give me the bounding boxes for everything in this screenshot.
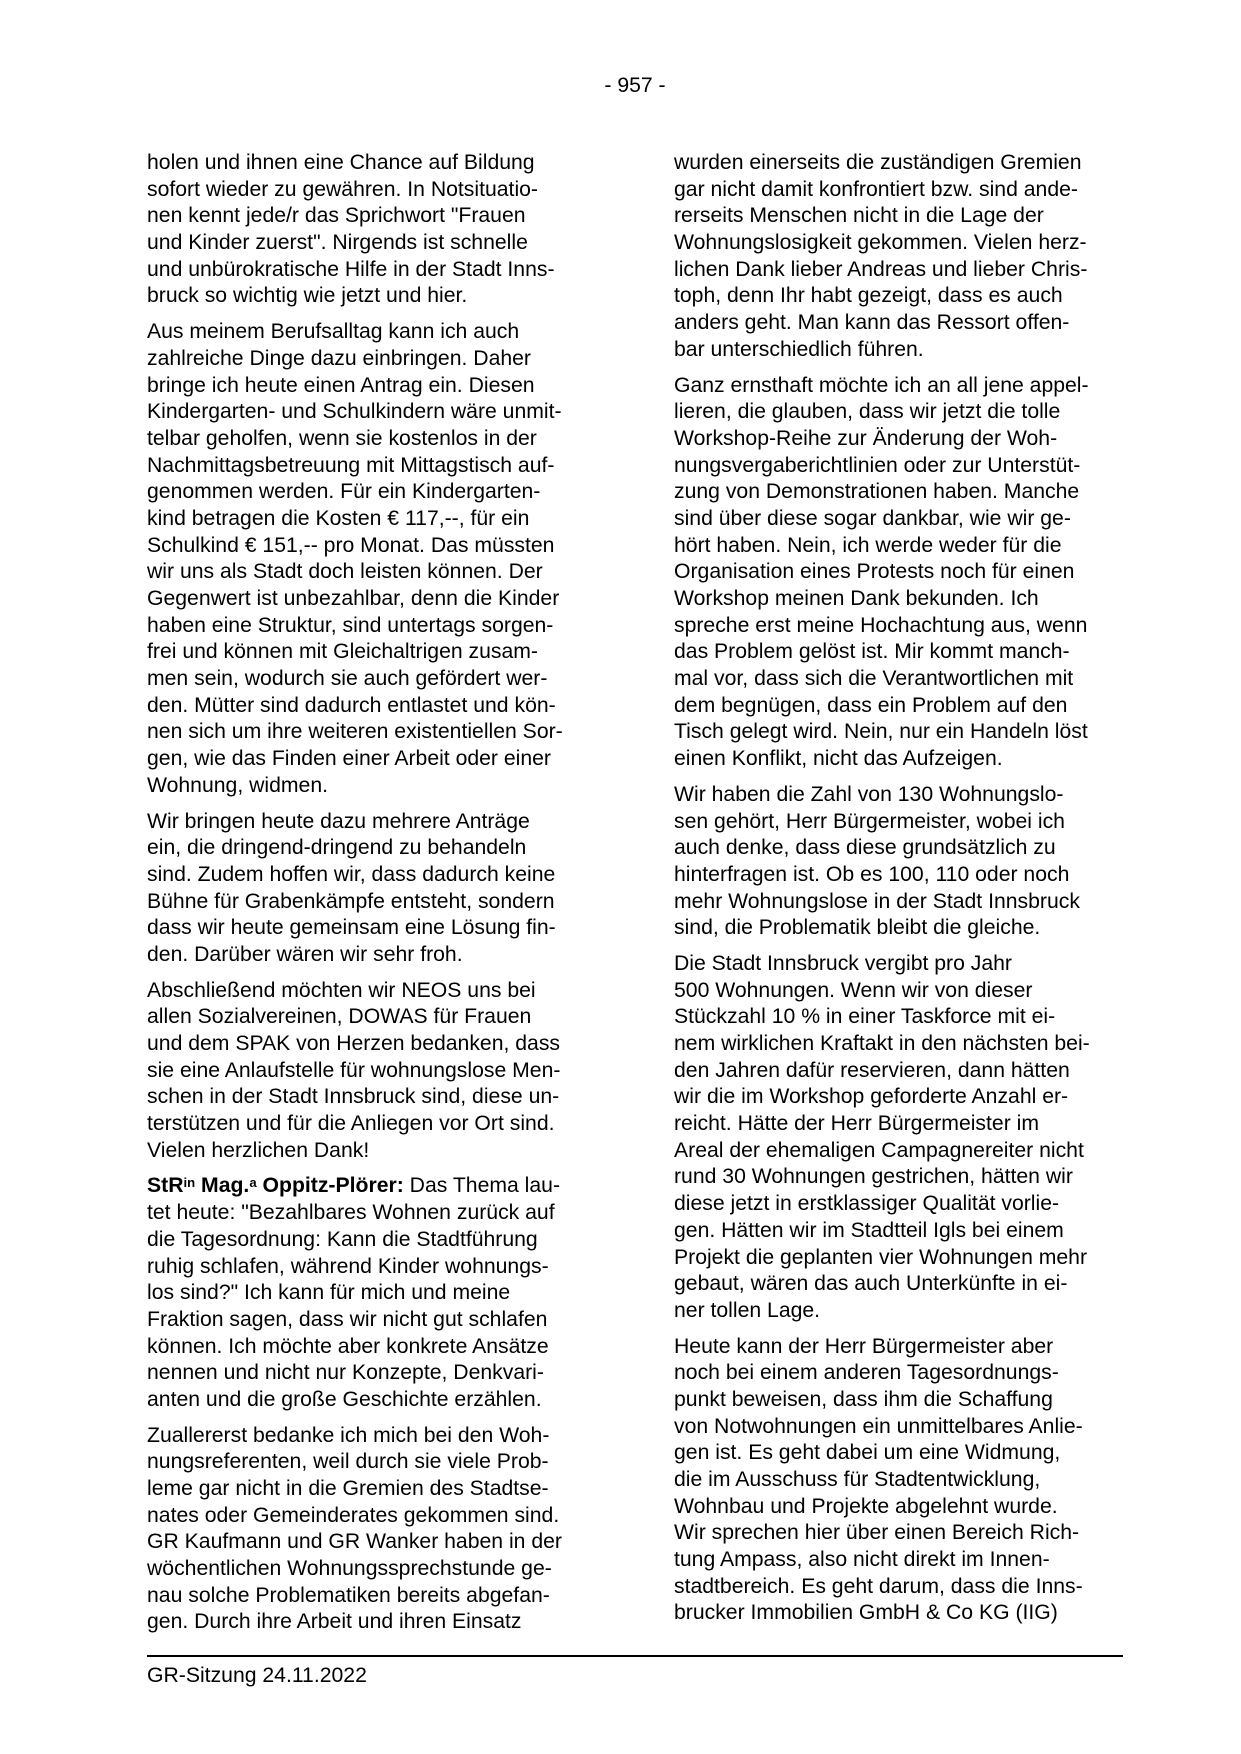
text-line: tet heute: "Bezahlbares Wohnen zurück auf bbox=[147, 1201, 555, 1225]
text-line: anders geht. Man kann das Ressort offen- bbox=[674, 311, 1070, 335]
text-line: nau solche Problematiken bereits abgefan- bbox=[147, 1583, 550, 1607]
paragraph bbox=[674, 150, 1123, 364]
paragraph bbox=[147, 809, 596, 969]
text-line: gen. Hätten wir im Stadtteil Igls bei einem bbox=[674, 1218, 1064, 1242]
text-line: Kindergarten- und Schulkindern wäre unmit- bbox=[147, 400, 562, 424]
text-line: spreche erst meine Hochachtung aus, wenn bbox=[674, 613, 1088, 637]
text-line: allen Sozialvereinen, DOWAS für Frauen bbox=[147, 1005, 532, 1029]
text-line: Stückzahl 10 % in einer Taskforce mit ei- bbox=[674, 1005, 1056, 1029]
text-line: zung von Demonstrationen haben. Manche bbox=[674, 480, 1080, 504]
text-line: bringe ich heute einen Antrag ein. Diesen bbox=[147, 373, 535, 397]
text-line: anten und die große Geschichte erzählen. bbox=[147, 1387, 542, 1411]
text-line: terstützen und für die Anliegen vor Ort sind. bbox=[147, 1112, 555, 1136]
text-line: Abschließend möchten wir NEOS uns bei bbox=[147, 978, 536, 1002]
text-line: Tisch gelegt wird. Nein, nur ein Handeln löst bbox=[674, 720, 1088, 744]
paragraph bbox=[147, 978, 596, 1165]
page-number: - 957 - bbox=[604, 74, 666, 97]
text-line: können. Ich möchte aber konkrete Ansätze bbox=[147, 1334, 549, 1358]
paragraph bbox=[674, 782, 1123, 942]
text-line: tung Ampass, also nicht direkt im Innen- bbox=[674, 1548, 1050, 1572]
paragraph bbox=[147, 150, 596, 310]
text-line: Die Stadt Innsbruck vergibt pro Jahr bbox=[674, 951, 1012, 975]
text-line: das Problem gelöst ist. Mir kommt manch- bbox=[674, 640, 1070, 664]
text-line: dem begnügen, dass ein Problem auf den bbox=[674, 693, 1068, 717]
text-line: sofort wieder zu gewähren. In Notsituatio- bbox=[147, 177, 538, 201]
text-line: Wir sprechen hier über einen Bereich Rich- bbox=[674, 1521, 1080, 1545]
text-line: kind betragen die Kosten € 117,--, für ein bbox=[147, 506, 530, 530]
paragraph bbox=[674, 951, 1123, 1325]
text-line: bruck so wichtig wie jetzt und hier. bbox=[147, 284, 468, 308]
text-line: ein, die dringend-dringend zu behandeln bbox=[147, 836, 527, 860]
text-line: gen. Durch ihre Arbeit und ihren Einsatz bbox=[147, 1610, 522, 1634]
text-line: ner tollen Lage. bbox=[674, 1298, 821, 1322]
text-line: wurden einerseits die zuständigen Gremien bbox=[674, 151, 1082, 174]
speaker-name: Oppitz-Plörer: bbox=[256, 1174, 404, 1198]
text-line: mehr Wohnungslose in der Stadt Innsbruck bbox=[674, 889, 1080, 913]
text-line: stadtbereich. Es geht darum, dass die Inns- bbox=[674, 1574, 1083, 1598]
text-line: Wohnungslosigkeit gekommen. Vielen herz- bbox=[674, 231, 1087, 255]
text-line: auch denke, dass diese grundsätzlich zu bbox=[674, 836, 1056, 860]
text-line: los sind?" Ich kann für mich und meine bbox=[147, 1281, 511, 1305]
text-line: dass wir heute gemeinsam eine Lösung fin- bbox=[147, 916, 556, 940]
text-line: und dem SPAK von Herzen bedanken, dass bbox=[147, 1032, 561, 1055]
text-line: sind, die Problematik bleibt die gleiche. bbox=[674, 916, 1041, 940]
text-line: Vielen herzlichen Dank! bbox=[147, 1138, 370, 1162]
text-line: nates oder Gemeinderates gekommen sind. bbox=[147, 1503, 560, 1527]
paragraph bbox=[147, 1173, 596, 1413]
superscript-text: in bbox=[183, 1174, 196, 1190]
text-line: punkt beweisen, dass ihm die Schaffung bbox=[674, 1387, 1053, 1411]
text-line: Nachmittagsbetreuung mit Mittagstisch auf- bbox=[147, 453, 555, 477]
text-line: reicht. Hätte der Herr Bürgermeister im bbox=[674, 1112, 1039, 1136]
text-line: toph, denn Ihr habt gezeigt, dass es auch bbox=[674, 284, 1063, 308]
speaker-name: StR bbox=[147, 1174, 184, 1198]
text-line: sind. Zudem hoffen wir, dass dadurch keine bbox=[147, 862, 556, 886]
text-line: Zuallererst bedanke ich mich bei den Woh- bbox=[147, 1423, 550, 1447]
text-line: Heute kann der Herr Bürgermeister aber bbox=[674, 1334, 1054, 1358]
text-line: telbar geholfen, wenn sie kostenlos in der bbox=[147, 426, 537, 450]
text-line: rund 30 Wohnungen gestrichen, hätten wir bbox=[674, 1165, 1073, 1189]
text-line: diese jetzt in erstklassiger Qualität vorlie- bbox=[674, 1192, 1060, 1216]
text-line: ruhig schlafen, während Kinder wohnungs- bbox=[147, 1254, 549, 1278]
text-line: GR Kaufmann und GR Wanker haben in der bbox=[147, 1530, 562, 1554]
text-line: Workshop-Reihe zur Änderung der Woh- bbox=[674, 426, 1058, 450]
text-line: Workshop meinen Dank bekunden. Ich bbox=[674, 587, 1039, 610]
text-line: lieren, die glauben, dass wir jetzt die tolle bbox=[674, 400, 1061, 424]
text-line: Gegenwert ist unbezahlbar, denn die Kinder bbox=[147, 587, 560, 610]
text-line: nungsreferenten, weil durch sie viele Prob- bbox=[147, 1450, 549, 1474]
text-line: die Tagesordnung: Kann die Stadtführung bbox=[147, 1227, 538, 1251]
text-line: den. Mütter sind dadurch entlastet und kön- bbox=[147, 693, 556, 717]
text-line: nen sich um ihre weiteren existentiellen Sor- bbox=[147, 720, 563, 744]
speaker-name: Mag. bbox=[195, 1174, 250, 1198]
column-right bbox=[674, 150, 1123, 1645]
paragraph bbox=[147, 319, 596, 799]
superscript-text: a bbox=[249, 1174, 257, 1190]
text-line: nen kennt jede/r das Sprichwort "Frauen bbox=[147, 204, 526, 228]
text-line: und unbürokratische Hilfe in der Stadt Inns- bbox=[147, 257, 555, 281]
text-line: Wohnung, widmen. bbox=[147, 773, 328, 797]
text-line: rerseits Menschen nicht in die Lage der bbox=[674, 204, 1044, 228]
text-columns bbox=[147, 150, 1123, 1645]
text-line: Wir bringen heute dazu mehrere Anträge bbox=[147, 809, 530, 833]
text-line: bar unterschiedlich führen. bbox=[674, 337, 924, 361]
paragraph bbox=[147, 1423, 596, 1637]
text-line: Organisation eines Protests noch für einen bbox=[674, 560, 1075, 584]
text-line: men sein, wodurch sie auch gefördert wer- bbox=[147, 667, 548, 691]
text-line: gebaut, wären das auch Unterkünfte in ei- bbox=[674, 1272, 1068, 1296]
text-line: gen ist. Es geht dabei um eine Widmung, bbox=[674, 1441, 1061, 1465]
text-line: Schulkind € 151,-- pro Monat. Das müssten bbox=[147, 533, 555, 557]
footer-rule bbox=[147, 1655, 1123, 1657]
text-line: noch bei einem anderen Tagesordnungs- bbox=[674, 1361, 1059, 1385]
text-line: nungsvergaberichtlinien oder zur Unterstüt- bbox=[674, 453, 1081, 477]
text-line: einen Konflikt, nicht das Aufzeigen. bbox=[674, 747, 1003, 771]
paragraph bbox=[674, 1334, 1123, 1628]
text-line: und Kinder zuerst". Nirgends ist schnelle bbox=[147, 231, 528, 255]
text-line: holen und ihnen eine Chance auf Bildung bbox=[147, 151, 535, 174]
text-line: wöchentlichen Wohnungssprechstunde ge- bbox=[147, 1557, 552, 1581]
text-line: haben eine Struktur, sind untertags sorgen- bbox=[147, 613, 554, 637]
text-line: gar nicht damit konfrontiert bzw. sind ande- bbox=[674, 177, 1078, 201]
text-line: Aus meinem Berufsalltag kann ich auch bbox=[147, 320, 520, 344]
text-line: zahlreiche Dinge dazu einbringen. Daher bbox=[147, 346, 531, 370]
text-line: sie eine Anlaufstelle für wohnungslose Men- bbox=[147, 1058, 561, 1082]
text-line: Projekt die geplanten vier Wohnungen mehr bbox=[674, 1245, 1088, 1269]
footer-text: GR-Sitzung 24.11.2022 bbox=[147, 1664, 367, 1687]
text-line: hört haben. Nein, ich werde weder für die bbox=[674, 533, 1062, 557]
text-line: schen in der Stadt Innsbruck sind, diese un- bbox=[147, 1085, 560, 1109]
text-line: Ganz ernsthaft möchte ich an all jene appel- bbox=[674, 373, 1089, 397]
text-line: leme gar nicht in die Gremien des Stadtse- bbox=[147, 1477, 549, 1500]
text-line: von Notwohnungen ein unmittelbares Anlie- bbox=[674, 1414, 1083, 1438]
text-line: Areal der ehemaligen Campagnereiter nicht bbox=[674, 1138, 1084, 1162]
text-line: mal vor, dass sich die Verantwortlichen mit bbox=[674, 667, 1074, 691]
text-line: 500 Wohnungen. Wenn wir von dieser bbox=[674, 978, 1033, 1002]
text-line: Bühne für Grabenkämpfe entsteht, sondern bbox=[147, 889, 555, 913]
text-line: Fraktion sagen, dass wir nicht gut schlafen bbox=[147, 1307, 548, 1331]
text-line: nem wirklichen Kraftakt in den nächsten bei- bbox=[674, 1032, 1090, 1055]
speech-text: Das Thema lau- bbox=[403, 1174, 561, 1198]
paragraph bbox=[674, 373, 1123, 773]
text-line: Wir haben die Zahl von 130 Wohnungslo- bbox=[674, 782, 1064, 806]
text-line: den Jahren dafür reservieren, dann hätten bbox=[674, 1058, 1070, 1082]
text-line: sen gehört, Herr Bürgermeister, wobei ich bbox=[674, 809, 1065, 833]
text-line: nennen und nicht nur Konzepte, Denkvari- bbox=[147, 1361, 544, 1385]
column-left bbox=[147, 150, 596, 1645]
text-line: frei und können mit Gleichaltrigen zusam- bbox=[147, 640, 538, 664]
text-line: lichen Dank lieber Andreas und lieber Chris- bbox=[674, 257, 1088, 281]
text-line: die im Ausschuss für Stadtentwicklung, bbox=[674, 1468, 1041, 1491]
text-line: brucker Immobilien GmbH & Co KG (IIG) bbox=[674, 1601, 1058, 1625]
text-line: den. Darüber wären wir sehr froh. bbox=[147, 942, 463, 966]
text-line: hinterfragen ist. Ob es 100, 110 oder noch bbox=[674, 862, 1070, 886]
text-line: Wohnbau und Projekte abgelehnt wurde. bbox=[674, 1494, 1058, 1518]
text-line: gen, wie das Finden einer Arbeit oder einer bbox=[147, 747, 551, 771]
text-line bbox=[147, 1173, 596, 1200]
text-line: genommen werden. Für ein Kindergarten- bbox=[147, 480, 541, 504]
text-line: sind über diese sogar dankbar, wie wir ge- bbox=[674, 506, 1071, 530]
text-line: wir die im Workshop geforderte Anzahl er- bbox=[674, 1085, 1069, 1109]
text-line: wir uns als Stadt doch leisten können. Der bbox=[147, 560, 543, 584]
